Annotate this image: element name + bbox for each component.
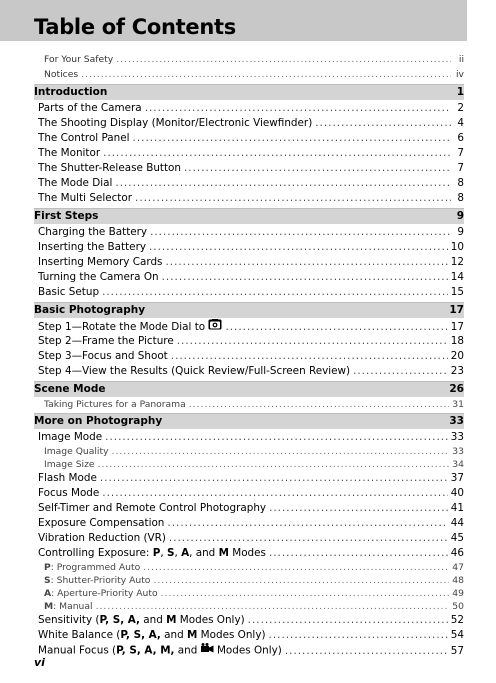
section-label: More on Photography: [34, 415, 163, 427]
toc-entry[interactable]: Parts of the Camera ..... 2: [34, 101, 464, 116]
entry-label: Notices: [44, 69, 79, 80]
toc-entry-safety[interactable]: [34, 52, 464, 67]
toc-entry[interactable]: The Mode Dial ..... 8: [34, 176, 464, 191]
section-page: 9: [456, 210, 464, 222]
movie-icon: [201, 643, 214, 658]
entry-page: ii: [458, 54, 464, 65]
toc-entry[interactable]: Image Mode ..... 33: [34, 430, 464, 445]
toc-entry-manual-focus[interactable]: Manual Focus (P, S, A, M, and Modes Only) ..... 57: [34, 643, 464, 658]
toc-entry-sensitivity[interactable]: Sensitivity (P, S, A, and M Modes Only) ..... 52: [34, 613, 464, 628]
toc-entry[interactable]: Focus Mode ..... 40: [34, 486, 464, 501]
section-page: 26: [449, 383, 464, 395]
toc-subentry[interactable]: A: Aperture-Priority Auto ..... 49: [34, 587, 464, 600]
toc-entry-controlling-exposure[interactable]: Controlling Exposure: P, S, A, and M Modes ..... 46: [34, 546, 464, 561]
section-page: 33: [449, 415, 464, 427]
toc-entry-notices[interactable]: [34, 67, 464, 82]
section-label: Scene Mode: [34, 383, 106, 395]
toc-subentry[interactable]: Taking Pictures for a Panorama ..... 31: [34, 398, 464, 411]
entry-page: iv: [456, 69, 464, 80]
toc-subentry[interactable]: M: Manual ..... 50: [34, 600, 464, 613]
section-basic-photography[interactable]: [34, 302, 464, 318]
camera-icon: [208, 319, 222, 334]
toc-entry[interactable]: The Monitor ..... 7: [34, 146, 464, 161]
toc-entry[interactable]: The Multi Selector ..... 8: [34, 191, 464, 206]
toc-entry-white-balance[interactable]: White Balance (P, S, A, and M Modes Only) ..... 54: [34, 628, 464, 643]
page-title: Table of Contents: [34, 15, 236, 39]
section-page: 17: [449, 304, 464, 316]
section-more-on-photography[interactable]: [34, 413, 464, 429]
section-label: Introduction: [34, 86, 108, 98]
toc-entry[interactable]: Vibration Reduction (VR) ..... 45: [34, 531, 464, 546]
section-label: First Steps: [34, 210, 99, 222]
toc-entry[interactable]: Flash Mode ..... 37: [34, 471, 464, 486]
toc-entry[interactable]: Step 4—View the Results (Quick Review/Full-Screen Review) ..... 23: [34, 364, 464, 379]
toc-subentry[interactable]: P: Programmed Auto ..... 47: [34, 561, 464, 574]
toc-entry[interactable]: Inserting Memory Cards ..... 12: [34, 255, 464, 270]
toc-entry[interactable]: The Shooting Display (Monitor/Electronic Viewfinder) ..... 4: [34, 116, 464, 131]
toc-entry[interactable]: Charging the Battery ..... 9: [34, 225, 464, 240]
page-number: vi: [34, 656, 45, 669]
section-scene-mode[interactable]: [34, 381, 464, 397]
section-label: Basic Photography: [34, 304, 146, 316]
toc-entry[interactable]: The Control Panel ..... 6: [34, 131, 464, 146]
toc-entry[interactable]: The Shutter-Release Button ..... 7: [34, 161, 464, 176]
toc-entry[interactable]: Turning the Camera On ..... 14: [34, 270, 464, 285]
section-page: 1: [456, 86, 464, 98]
toc-entry[interactable]: Basic Setup ..... 15: [34, 285, 464, 300]
section-introduction[interactable]: [34, 84, 464, 100]
toc-entry[interactable]: Inserting the Battery ..... 10: [34, 240, 464, 255]
toc-subentry[interactable]: Image Quality ..... 33: [34, 445, 464, 458]
toc-subentry[interactable]: S: Shutter-Priority Auto ..... 48: [34, 574, 464, 587]
toc-entry[interactable]: Exposure Compensation ..... 44: [34, 516, 464, 531]
entry-label: For Your Safety: [44, 54, 114, 65]
section-first-steps[interactable]: [34, 208, 464, 224]
toc-entry[interactable]: Self-Timer and Remote Control Photography ..... 41: [34, 501, 464, 516]
toc-entry[interactable]: Step 3—Focus and Shoot ..... 20: [34, 349, 464, 364]
toc-subentry[interactable]: Image Size ..... 34: [34, 458, 464, 471]
table-of-contents: [34, 52, 464, 658]
toc-entry-step1[interactable]: Step 1—Rotate the Mode Dial to ..... 17: [34, 319, 464, 334]
toc-entry[interactable]: Step 2—Frame the Picture ..... 18: [34, 334, 464, 349]
